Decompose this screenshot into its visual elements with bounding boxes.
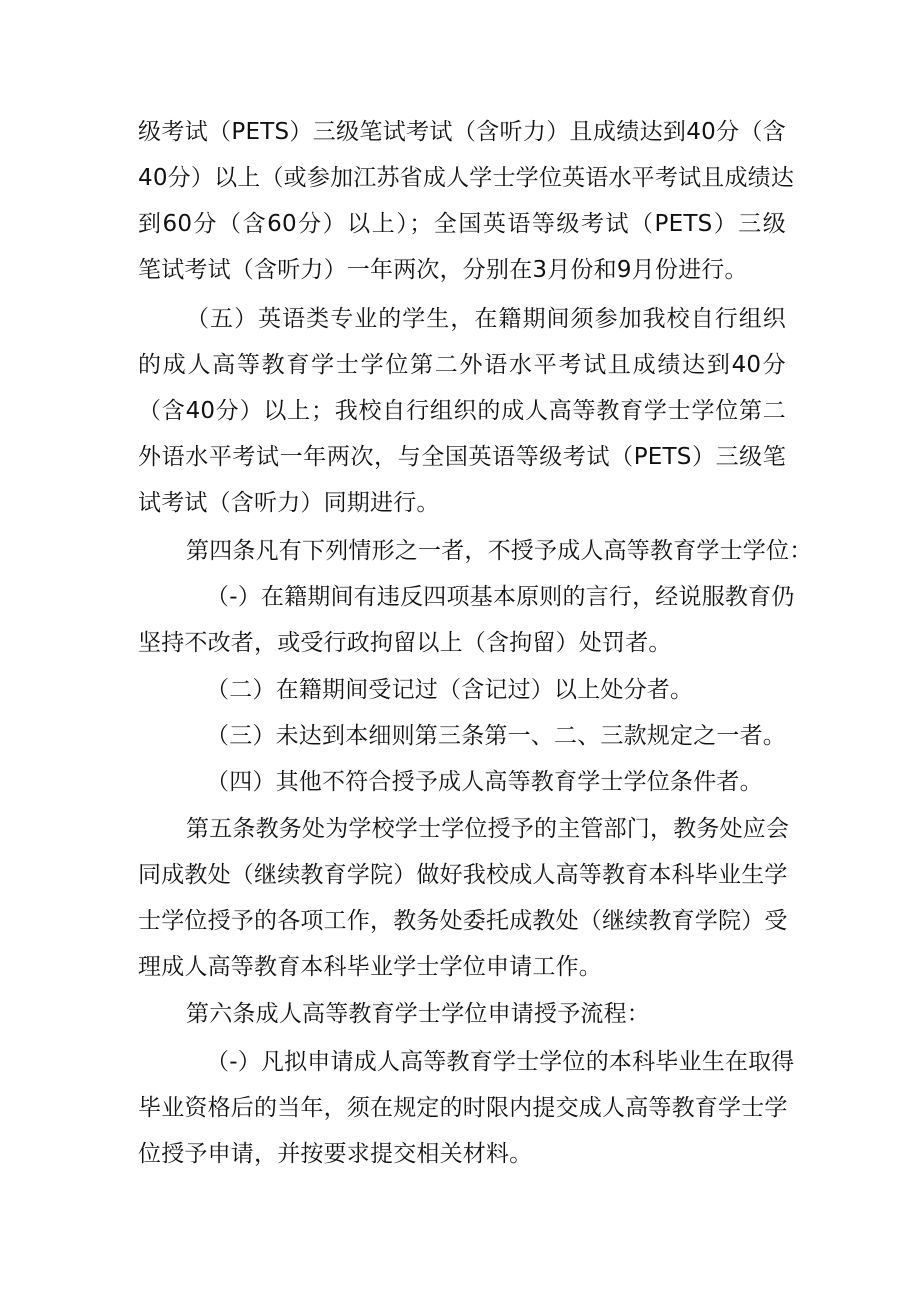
text-line: 外语水平考试一年两次，与全国英语等级考试（PETS）三级笔 bbox=[138, 444, 786, 470]
article-heading: 第六条成人高等教育学士学位申请授予流程： bbox=[186, 1001, 650, 1027]
text-line: 毕业资格后的当年，须在规定的时限内提交成人高等教育学士学 bbox=[138, 1095, 788, 1121]
text-line: 笔试考试（含听力）一年两次，分别在3月份和9月份进行。 bbox=[138, 257, 748, 283]
text-line: （-）在籍期间有违反四项基本原则的言行，经说服教育仍 bbox=[206, 584, 795, 610]
text-line: 40分）以上（或参加江苏省成人学士学位英语水平考试且成绩达 bbox=[138, 165, 795, 191]
article-heading: 第四条凡有下列情形之一者，不授予成人高等教育学士学位： bbox=[186, 538, 813, 564]
text-line: 理成人高等教育本科毕业学士学位申请工作。 bbox=[138, 954, 602, 980]
text-line: 坚持不改者，或受行政拘留以上（含拘留）处罚者。 bbox=[138, 630, 672, 656]
text-line: （四）其他不符合授予成人高等教育学士学位条件者。 bbox=[206, 769, 763, 795]
text-line: 试考试（含听力）同期进行。 bbox=[138, 490, 440, 516]
text-line: （三）未达到本细则第三条第一、二、三款规定之一者。 bbox=[206, 723, 786, 749]
text-line: 同成教处（继续教育学院）做好我校成人高等教育本科毕业生学 bbox=[138, 862, 788, 888]
text-line: （含40分）以上；我校自行组织的成人高等教育学士学位第二 bbox=[138, 398, 786, 424]
text-line: 级考试（PETS）三级笔试考试（含听力）且成绩达到40分（含 bbox=[138, 119, 786, 145]
text-line: （五）英语类专业的学生，在籍期间须参加我校自行组织 bbox=[186, 306, 786, 332]
text-line: 位授予申请，并按要求提交相关材料。 bbox=[138, 1141, 533, 1167]
text-line: （二）在籍期间受记过（含记过）以上处分者。 bbox=[206, 677, 694, 703]
text-line: （-）凡拟申请成人高等教育学士学位的本科毕业生在取得 bbox=[206, 1049, 795, 1075]
text-line: 士学位授予的各项工作，教务处委托成教处（继续教育学院）受 bbox=[138, 908, 788, 934]
text-line: 的成人高等教育学士学位第二外语水平考试且成绩达到40分 bbox=[138, 352, 786, 378]
article-heading: 第五条教务处为学校学士学位授予的主管部门，教务处应会 bbox=[186, 816, 790, 842]
text-line: 到60分（含60分）以上）；全国英语等级考试（PETS）三级 bbox=[138, 211, 786, 237]
